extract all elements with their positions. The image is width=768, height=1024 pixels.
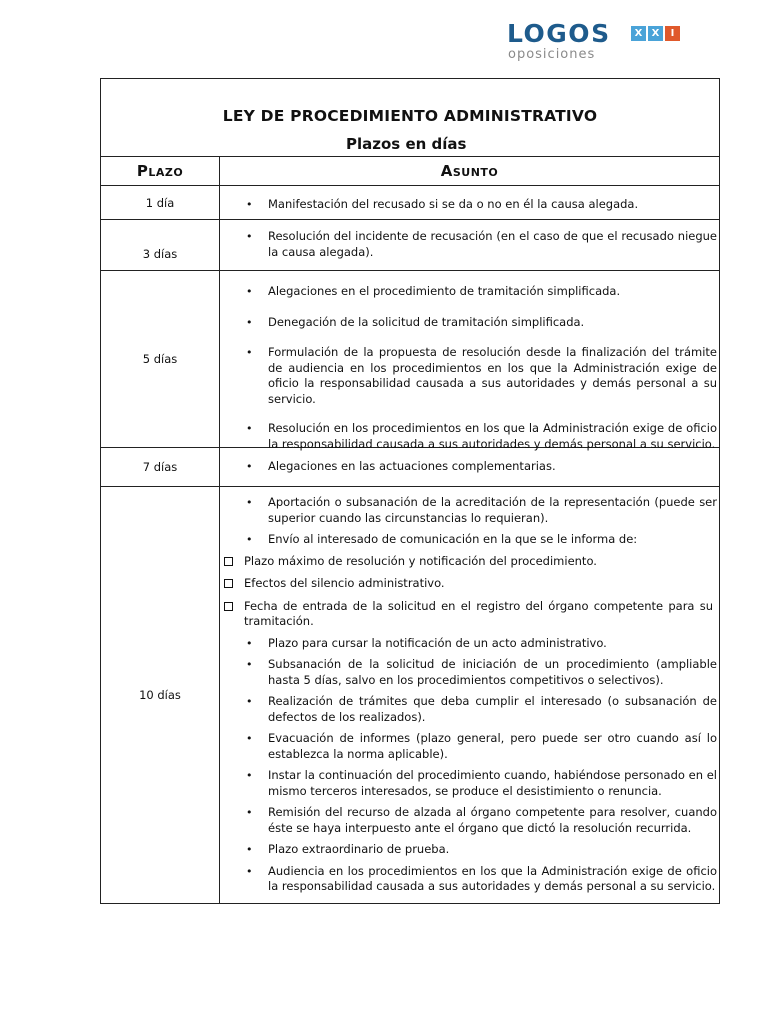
- table-row: [101, 186, 719, 220]
- plazo-cell: 10 días: [101, 487, 220, 903]
- plazo-cell: 5 días: [101, 271, 220, 447]
- bullet-icon: •: [246, 285, 253, 298]
- table-row: [101, 448, 719, 487]
- header-asunto: Asunto: [440, 162, 499, 180]
- document-subtitle: Plazos en días: [346, 135, 467, 153]
- document-title: LEY DE PROCEDIMIENTO ADMINISTRATIVO: [222, 107, 598, 125]
- list-item: • Realización de trámites que deba cumplir el interesado (o subsanación de defectos de los realizados).: [246, 694, 717, 724]
- list-item: • Denegación de la solicitud de tramitación simplificada.: [246, 314, 585, 329]
- table-header-row: [101, 157, 719, 186]
- logo-roman-numeral: [631, 26, 680, 41]
- bullet-icon: •: [246, 864, 253, 878]
- list-item: • Subsanación de la solicitud de iniciación de un procedimiento (ampliable hasta 5 días, salvo en los procedimientos competitivos o selectivos).: [246, 657, 717, 687]
- list-item: • Resolución del incidente de recusación (en el caso de que el recusado niegue la causa alegada).: [246, 229, 717, 259]
- bullet-icon: •: [246, 769, 253, 782]
- list-item: • Alegaciones en el procedimiento de tramitación simplificada.: [246, 284, 621, 298]
- asunto-cell: [220, 448, 719, 486]
- list-item: • Formulación de la propuesta de resolución desde la finalización del trámite de audiencia en los procedimientos en los que la Administración exige de oficio la responsabilidad causada a sus autoridades y demás personal a su servicio.: [246, 345, 717, 406]
- list-item: • Alegaciones en las actuaciones complementarias.: [246, 459, 556, 473]
- list-item: • Resolución en los procedimientos en los que la Administración exige de oficio la responsabilidad causada a sus autoridades y demás personal a su servicio.: [246, 421, 717, 451]
- table-row: [101, 487, 719, 903]
- square-icon: [224, 557, 233, 566]
- bullet-icon: •: [246, 230, 253, 243]
- bullet-icon: •: [246, 346, 253, 359]
- logo-wordmark: LOGOS: [507, 19, 611, 48]
- logos-xxi-logo: [507, 20, 707, 68]
- list-item: • Remisión del recurso de alzada al órgano competente para resolver, cuando éste se haya interpuesto ante el órgano que dictó la resolución recurrida.: [246, 805, 717, 835]
- list-item: • Instar la continuación del procedimiento cuando, habiéndose personado en el mismo terceros interesados, se produce el desistimiento o renuncia.: [246, 768, 717, 798]
- asunto-cell: [220, 220, 719, 270]
- bullet-icon: •: [246, 843, 253, 856]
- bullet-icon: •: [246, 695, 253, 708]
- checkbox-item: Plazo máximo de resolución y notificación del procedimiento.: [220, 554, 719, 570]
- bullet-icon: •: [246, 422, 253, 435]
- list-item: • Plazo extraordinario de prueba.: [246, 842, 450, 856]
- bullet-icon: •: [246, 460, 253, 473]
- logo-box-2: X: [648, 26, 663, 41]
- plazo-cell: 1 día: [101, 186, 220, 219]
- bullet-icon: •: [246, 533, 253, 546]
- plazo-cell: 7 días: [101, 448, 220, 486]
- logo-box-3: I: [665, 26, 680, 41]
- plazo-cell: 3 días: [101, 220, 220, 270]
- asunto-cell: [220, 487, 719, 903]
- logo-box-1: X: [631, 26, 646, 41]
- bullet-icon: •: [246, 315, 253, 329]
- asunto-cell: [220, 271, 719, 451]
- table-row: [101, 220, 719, 271]
- asunto-cell: [220, 186, 719, 219]
- list-item: • Evacuación de informes (plazo general, pero puede ser otro cuando así lo establezca la norma aplicable).: [246, 731, 717, 761]
- plazos-table: [100, 78, 720, 904]
- checkbox-item: Fecha de entrada de la solicitud en el registro del órgano competente para su tramitación.: [220, 599, 719, 630]
- list-item: • Envío al interesado de comunicación en la que se le informa de:: [246, 532, 638, 546]
- square-icon: [224, 602, 233, 611]
- logo-subtitle: oposiciones: [508, 47, 596, 62]
- title-block: [101, 79, 719, 157]
- list-item: • Manifestación del recusado si se da o no en él la causa alegada.: [246, 197, 639, 211]
- bullet-icon: •: [246, 658, 253, 671]
- table-row: [101, 271, 719, 451]
- square-icon: [224, 579, 233, 588]
- list-item: • Aportación o subsanación de la acreditación de la representación (puede ser superior cuando las circunstancias lo requieran).: [246, 495, 717, 525]
- bullet-icon: •: [246, 732, 253, 745]
- bullet-icon: •: [246, 636, 253, 650]
- bullet-icon: •: [246, 198, 253, 211]
- checkbox-item: Efectos del silencio administrativo.: [220, 576, 719, 592]
- header-plazo: Plazo: [101, 157, 220, 185]
- list-item: • Audiencia en los procedimientos en los que la Administración exige de oficio la responsabilidad causada a sus autoridades y demás personal a su servicio.: [246, 863, 717, 893]
- bullet-icon: •: [246, 496, 253, 509]
- list-item: • Plazo para cursar la notificación de un acto administrativo.: [246, 635, 607, 650]
- bullet-icon: •: [246, 806, 253, 819]
